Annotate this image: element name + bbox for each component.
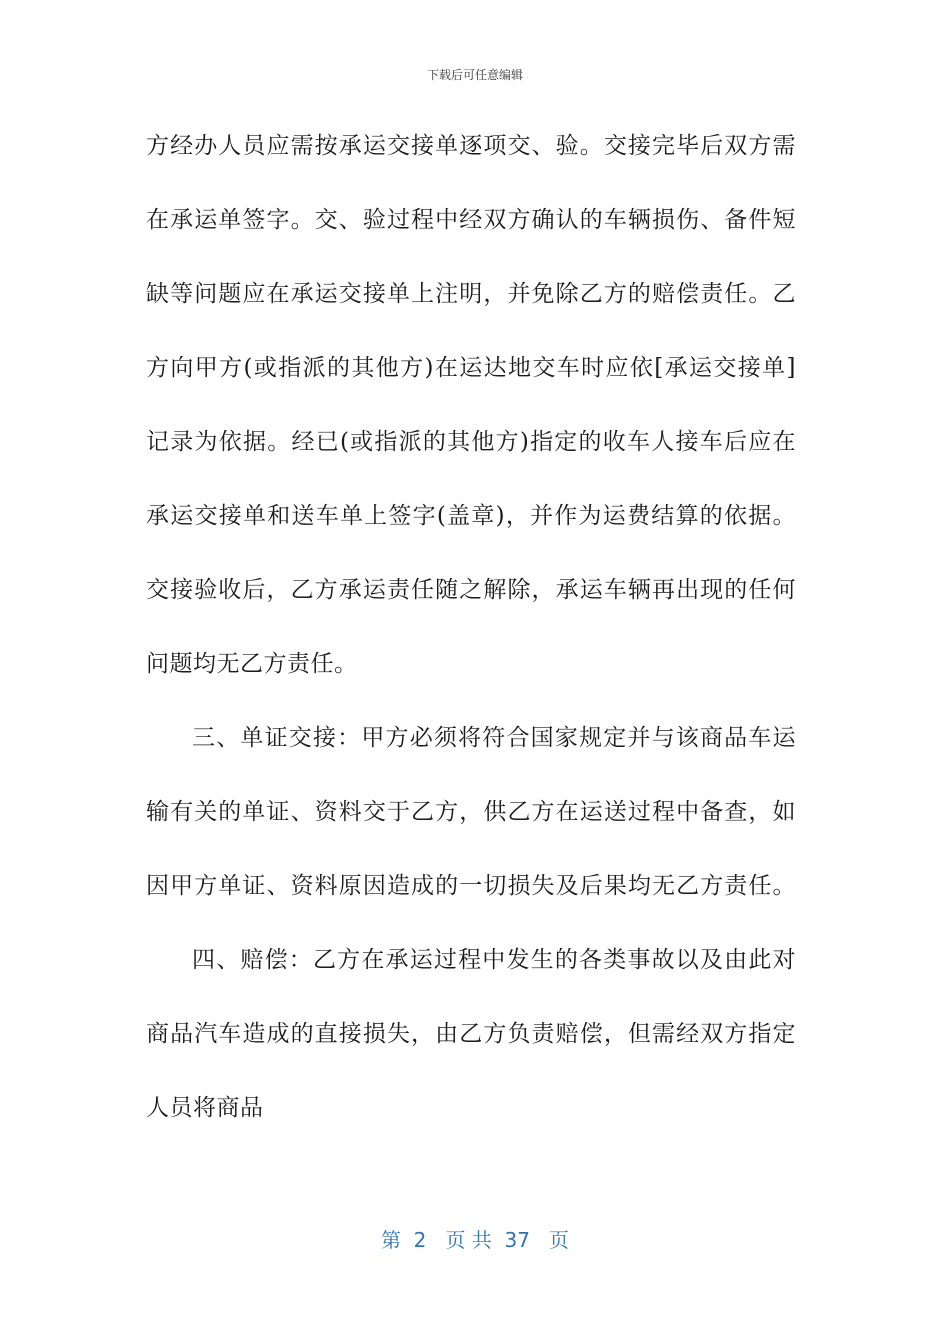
paragraph-line: 因甲方单证、资料原因造成的一切损失及后果均无乙方责任。 bbox=[146, 873, 796, 899]
paragraph-line: 交接验收后，乙方承运责任随之解除，承运车辆再出现的任何 bbox=[146, 577, 796, 603]
paragraph-line: 问题均无乙方责任。 bbox=[146, 651, 358, 677]
page-header: 下载后可任意编辑 bbox=[426, 68, 523, 82]
paragraph-line: 输有关的单证、资料交于乙方，供乙方在运送过程中备查，如 bbox=[146, 799, 796, 825]
paragraph-line: 在承运单签字。交、验过程中经双方确认的车辆损伤、备件短 bbox=[146, 207, 796, 233]
paragraph-line: 承运交接单和送车单上签字(盖章)，并作为运费结算的依据。 bbox=[146, 503, 796, 529]
document-body bbox=[146, 120, 796, 1156]
page-number-footer: 第 2 页 共 37 页 bbox=[380, 1228, 570, 1252]
paragraph-line: 记录为依据。经已(或指派的其他方)指定的收车人接车后应在 bbox=[146, 429, 796, 455]
paragraph-line: 人员将商品 bbox=[146, 1095, 264, 1121]
paragraph-line: 方向甲方(或指派的其他方)在运达地交车时应依[承运交接单] bbox=[146, 355, 796, 381]
paragraph-line: 四、赔偿：乙方在承运过程中发生的各类事故以及由此对 bbox=[192, 947, 796, 973]
paragraph-line: 方经办人员应需按承运交接单逐项交、验。交接完毕后双方需 bbox=[146, 133, 796, 159]
paragraph-line: 三、单证交接：甲方必须将符合国家规定并与该商品车运 bbox=[192, 725, 796, 751]
paragraph-line: 商品汽车造成的直接损失，由乙方负责赔偿，但需经双方指定 bbox=[146, 1021, 796, 1047]
paragraph-line: 缺等问题应在承运交接单上注明，并免除乙方的赔偿责任。乙 bbox=[146, 281, 796, 307]
